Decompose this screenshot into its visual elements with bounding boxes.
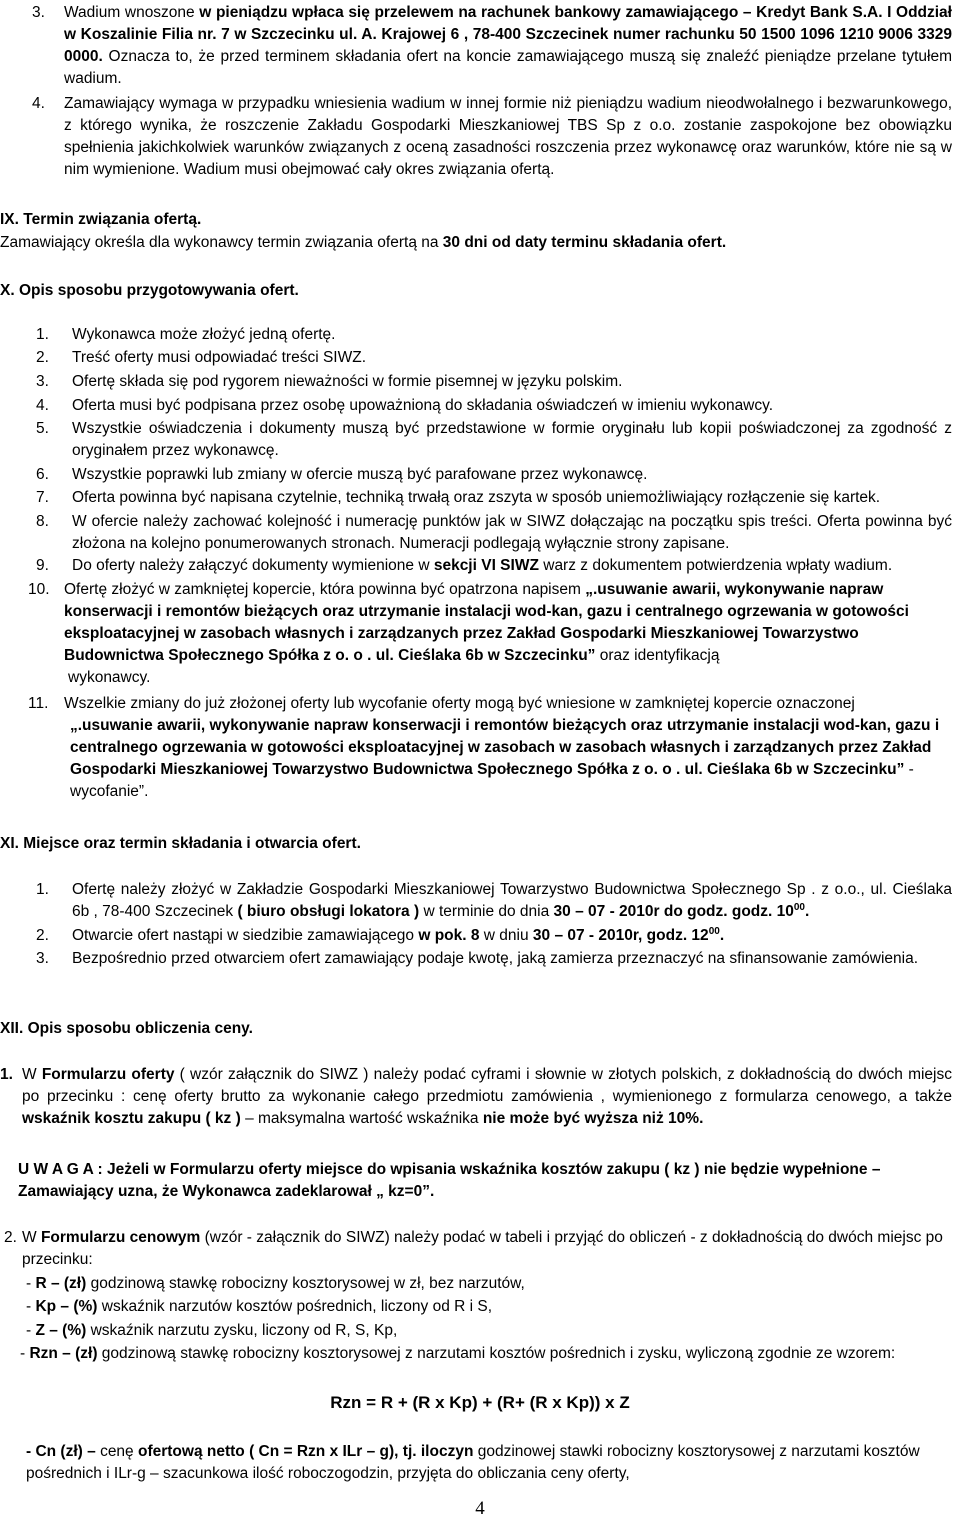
price-formula: Rzn = R + (R x Kp) + (R+ (R x Kp)) x Z bbox=[330, 1393, 630, 1412]
section-heading-xi: XI. Miejsce oraz termin składania i otwarcia ofert. bbox=[0, 835, 361, 852]
item-number: 3. bbox=[32, 4, 45, 21]
list-item: 11. Wszelkie zmiany do już złożonej oferty lub wycofanie oferty mogą być wniesione w zamkniętej kopercie oznaczonej „.usuwanie awarii, wykonywanie napraw konserwacji i remontów bieżących oraz utrzymanie instalacji wod-kan, gazu i centralnego ogrzewania w gotowości eksploatacyjnej w zasobach w zasobach własnych i zarządzanych przez Zakład Gospodarki Mieszkaniowej Towarzystwo Budownictwa Społecznego Spółka z o. o . ul. Cieślaka 6b w Szczecinku” - wycofanie”. bbox=[28, 695, 940, 800]
page-number: 4 bbox=[475, 1498, 485, 1519]
paragraph-ix: Zamawiający określa dla wykonawcy termin związania ofertą na 30 dni od daty terminu składania ofert. bbox=[0, 234, 727, 251]
definition-item: - Z – (%) wskaźnik narzutu zysku, liczony od R, S, Kp, bbox=[26, 1322, 398, 1339]
list-item: 10. Ofertę złożyć w zamkniętej kopercie, która powinna być opatrzona napisem „.usuwanie awarii, wykonywanie napraw konserwacji i remontów bieżących oraz utrzymanie instalacji wod-kan, gazu i centralnego ogrzewania w gotowości eksploatacyjnej w zasobach własnych i zarządzanych przez Zakład Gospodarki Mieszkaniowej Towarzystwo Budownictwa Społecznego Spółka z o. o . ul. Cieślaka 6b w Szczecinku” oraz identyfikacją wykonawcy. bbox=[28, 581, 909, 686]
note-uwaga: U W A G A : Jeżeli w Formularzu oferty miejsce do wpisania wskaźnika kosztów zakupu ( kz ) nie będzie wypełnione – Zamawiający uzna, że Wykonawca zadeklarował „ kz=0”. bbox=[18, 1161, 881, 1200]
paragraph-cn: - Cn (zł) – cenę ofertową netto ( Cn = Rzn x ILr – g), tj. iloczyn godzinowej stawki robocizny kosztorysowej z narzutami kosztów pośrednich i ILr-g – szacunkowa ilość roboczogodzin, przyjęta do obliczania ceny oferty, bbox=[26, 1443, 920, 1482]
section-heading-x: X. Opis sposobu przygotowywania ofert. bbox=[0, 282, 299, 299]
section-heading-xii: XII. Opis sposobu obliczenia ceny. bbox=[0, 1020, 253, 1037]
document-page: 3. Wadium wnoszone w pieniądzu wpłaca się przelewem na rachunek bankowy zamawiającego – Kredyt Bank S.A. I Oddział w Koszalinie Filia nr. 7 w Szczecinku ul. A. Krajowej 6 , 78-400 Szczecinek numer rachunku 50 1500 1096 1210 9006 3329 0000. Oznacza to, że przed terminem składania ofert na koncie zamawiającego muszą się znaleźć pieniądze przelane tytułem wadium. 4. Zamawiający wymaga w przypadku wniesienia wadium w innej formie niż pieniądzu wadium nieodwołalnego i bezwarunkowego, z którego wynika, że roszczenie Zakładu Gospodarki Mieszkaniowej TBS Sp z o.o. zostanie zaspokojone bez obowiązku spełnienia jakichkolwiek warunków związanych z oceną zasadności roszczenia przez wykonawcę oraz warunków, które nie są w nim wymienione. Wadium musi obejmować cały okres związania ofertą. IX. Termin związania ofertą. Zamawiający określa dla wykonawcy termin związania ofertą na 30 dni od daty terminu składania ofert. X. Opis sposobu przygotowywania ofert. 1. Wykonawca może złożyć jedną ofertę. 2. Treść oferty musi odpowiadać treści SIWZ. 3. Ofertę składa się pod rygorem nieważności w formie pisemnej w języku polskim. 4. Oferta musi być podpisana przez osobę upoważnioną do składania oświadczeń w imieniu wykonawcy. 5. Wszystkie oświadczenia i dokumenty muszą być przedstawione w formie oryginału lub kopii poświadczonej za zgodność z oryginałem przez wykonawcę. 6. Wszystkie poprawki lub zmiany w ofercie muszą być parafowane przez wykonawcę. 7. Oferta powinna być napisana czytelnie, techniką trwałą oraz zszyta w sposób uniemożliwiający rozłączenie się kartek. 8. W ofercie należy zachować kolejność i numerację punktów jak w SIWZ dołączając na początku spis treści. Oferta powinna być złożona na kolejno ponumerowanych stronach. Numeracji podlegają wyłącznie strony zapisane. 9. Do oferty należy załączyć dokumenty wymienione w sekcji VI SIWZ warz z dokumentem potwierdzenia wpłaty wadium. 10. Ofertę złożyć w zamkniętej kopercie, która powinna być opatrzona napisem „.usuwanie awarii, wykonywanie napraw konserwacji i remontów bieżących oraz utrzymanie instalacji wod-kan, gazu i centralnego ogrzewania w gotowości eksploatacyjnej w zasobach własnych i zarządzanych przez Zakład Gospodarki Mieszkaniowej Towarzystwo Budownictwa Społecznego Spółka z o. o . ul. Cieślaka 6b w Szczecinku” oraz identyfikacją wykonawcy. 11. Wszelkie zmiany do już złożonej oferty lub wycofanie oferty mogą być wniesione w zamkniętej kopercie oznaczonej „.usuwanie awarii, wykonywanie napraw konserwacji i remontów bieżących oraz utrzymanie instalacji wod-kan, gazu i centralnego ogrzewania w gotowości eksploatacyjnej w zasobach w zasobach własnych i zarządzanych przez Zakład Gospodarki Mieszkaniowej Towarzystwo Budownictwa Społecznego Spółka z o. o . ul. Cieślaka 6b w Szczecinku” - wycofanie”. XI. Miejsce oraz termin składania i otwarcia ofert. 1. Ofertę należy złożyć w Zakładzie Gospodarki Mieszkaniowej Towarzystwo Budownictwa Społecznego Sp . z o.o., ul. Cieślaka 6b , 78-400 Szczecinek ( biuro obsługi lokatora ) w terminie do dnia 30 – 07 - 2010r do godz. godz. $10^{00}$. 2. Otwarcie ofert nastąpi w siedzibie zamawiającego w pok. 8 w dniu 30 – 07 - 2010r, godz. $12^{00}$. 3. Bezpośrednio przed otwarciem ofert zamawiający podaje kwotę, jaką zamierza przeznaczyć na sfinansowanie zamówienia. XII. Opis sposobu obliczenia ceny. 1. W Formularzu oferty ( wzór załącznik do SIWZ ) należy podać cyframi i słownie w złotych polskich, z dokładnością do dwóch miejsc po przecinku : cenę oferty brutto za wykonanie całego przedmiotu zamówienia , wymienionego z formularza cenowego, a także wskaźnik kosztu zakupu ( kz ) – maksymalna wartość wskaźnika nie może być wyższa niż 10%. U W A G A : Jeżeli w Formularzu oferty miejsce do wpisania wskaźnika kosztów zakupu ( kz ) nie będzie wypełnione – Zamawiający uzna, że Wykonawca zadeklarował „ kz=0”. 2. W Formularzu cenowym (wzór - załącznik do SIWZ) należy podać w tabeli i przyjąć do obliczeń - z dokładnością do dwóch miejsc po przecinku: - R – (zł) godzinową stawkę robocizny kosztorysowej w zł, bez narzutów, - Kp – (%) wskaźnik narzutów kosztów pośrednich, liczony od R i S, - Z – (%) wskaźnik narzutu zysku, liczony od R, S, Kp, - Rzn – (zł) godzinową stawkę robocizny kosztorysowej z narzutami kosztów pośrednich i zysku, wyliczoną zgodnie ze wzorem: Rzn = R + (R x Kp) + (R+ (R x Kp)) x Z - Cn (zł) – cenę ofertową netto ( Cn = Rzn x ILr – g), tj. iloczyn godzinowej stawki robocizny kosztorysowej z narzutami kosztów pośrednich i ILr-g – szacunkowa ilość roboczogodzin, przyjęta do obliczania ceny oferty, 4 bbox=[0, 0, 960, 1521]
definition-item: - Kp – (%) wskaźnik narzutów kosztów pośrednich, liczony od R i S, bbox=[26, 1298, 493, 1315]
section-heading-ix: IX. Termin związania ofertą. bbox=[0, 211, 202, 228]
paragraph-text: Wadium wnoszone w pieniądzu wpłaca się przelewem na rachunek bankowy zamawiającego – Kredyt Bank S.A. I Oddział w Koszalinie Filia nr. 7 w Szczecinku ul. A. Krajowej 6 , 78-400 Szczecinek numer rachunku 50 1500 1096 1210 9006 3329 0000. Oznacza to, że przed terminem składania ofert na koncie zamawiającego muszą się znaleźć pieniądze przelane tytułem wadium. bbox=[64, 4, 952, 87]
item-number: 4. bbox=[32, 95, 45, 112]
paragraph-8-4 bbox=[0, 93, 952, 181]
definition-item: - R – (zł) godzinową stawkę robocizny kosztorysowej w zł, bez narzutów, bbox=[26, 1275, 525, 1292]
definition-item: - Rzn – (zł) godzinową stawkę robocizny kosztorysowej z narzutami kosztów pośrednich i zysku, wyliczoną zgodnie ze wzorem: bbox=[20, 1345, 896, 1362]
paragraph-text: Zamawiający wymaga w przypadku wniesienia wadium w innej formie niż pieniądzu wadium nieodwołalnego i bezwarunkowego, z którego wynika, że roszczenie Zakładu Gospodarki Mieszkaniowej TBS Sp z o.o. zostanie zaspokojone bez obowiązku spełnienia jakichkolwiek warunków związanych z oceną zasadności roszczenia przez wykonawcę oraz warunków, które nie są w nim wymienione. Wadium musi obejmować cały okres związania ofertą. bbox=[64, 95, 952, 178]
paragraph-8-3 bbox=[0, 2, 952, 90]
